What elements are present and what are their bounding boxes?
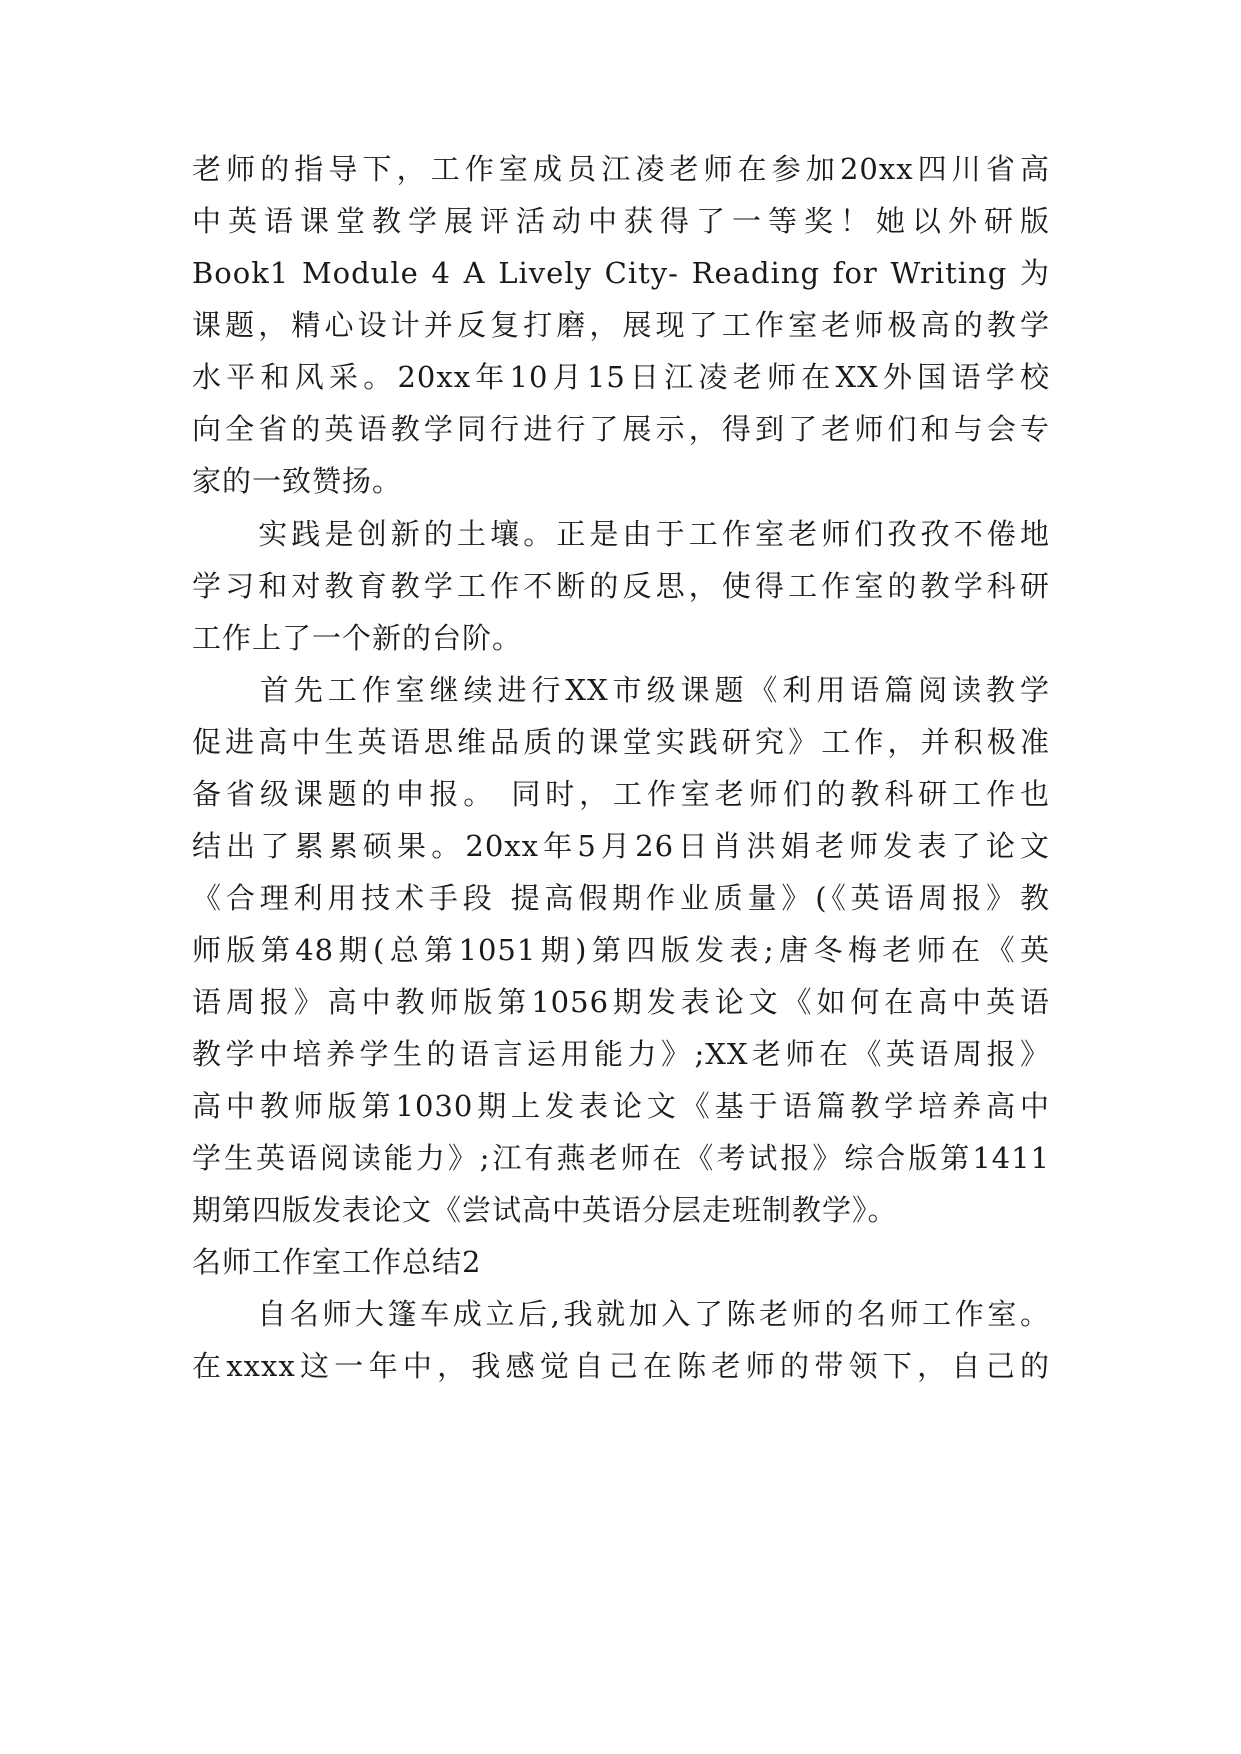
- paragraph-end-line: 工作上了一个新的台阶。: [192, 621, 523, 655]
- text-line: 促进高中生英语思维品质的课堂实践研究》工作，并积极准: [192, 725, 1050, 759]
- text-line: 水平和风采。20xx年10月15日江凌老师在XX外国语学校: [192, 360, 1050, 394]
- text-line: 中英语课堂教学展评活动中获得了一等奖！她以外研版: [192, 204, 1050, 238]
- paragraph-end-line: 家的一致赞扬。: [192, 464, 403, 498]
- text-line: 实践是创新的土壤。正是由于工作室老师们孜孜不倦地: [192, 517, 1050, 551]
- text-line: 《合理利用技术手段 提高假期作业质量》(《英语周报》教: [192, 881, 1050, 915]
- text-line: 高中教师版第1030期上发表论文《基于语篇教学培养高中: [192, 1089, 1050, 1123]
- text-line: 课题，精心设计并反复打磨，展现了工作室老师极高的教学: [192, 308, 1050, 342]
- text-line: 老师的指导下，工作室成员江凌老师在参加20xx四川省高: [192, 152, 1050, 186]
- text-line: 备省级课题的申报。 同时，工作室老师们的教科研工作也: [192, 777, 1050, 811]
- text-line: 学生英语阅读能力》;江有燕老师在《考试报》综合版第1411: [192, 1141, 1050, 1175]
- text-line: Book1 Module 4 A Lively City- Reading for Writing 为: [192, 256, 1050, 290]
- text-line: 自名师大篷车成立后,我就加入了陈老师的名师工作室。: [192, 1297, 1050, 1331]
- text-line: 语周报》高中教师版第1056期发表论文《如何在高中英语: [192, 985, 1050, 1019]
- text-line: 教学中培养学生的语言运用能力》;XX老师在《英语周报》: [192, 1037, 1050, 1071]
- text-line: 向全省的英语教学同行进行了展示，得到了老师们和与会专: [192, 412, 1050, 446]
- paragraph-end-line: 期第四版发表论文《尝试高中英语分层走班制教学》。: [192, 1193, 898, 1227]
- text-line: 首先工作室继续进行XX市级课题《利用语篇阅读教学: [192, 673, 1050, 707]
- text-line: 学习和对教育教学工作不断的反思，使得工作室的教学科研: [192, 569, 1050, 603]
- text-line: 在xxxx这一年中，我感觉自己在陈老师的带领下，自己的: [192, 1349, 1050, 1383]
- text-line: 结出了累累硕果。20xx年5月26日肖洪娟老师发表了论文: [192, 829, 1050, 863]
- section-heading: 名师工作室工作总结2: [192, 1245, 482, 1279]
- text-line: 师版第48期(总第1051期)第四版发表;唐冬梅老师在《英: [192, 933, 1050, 967]
